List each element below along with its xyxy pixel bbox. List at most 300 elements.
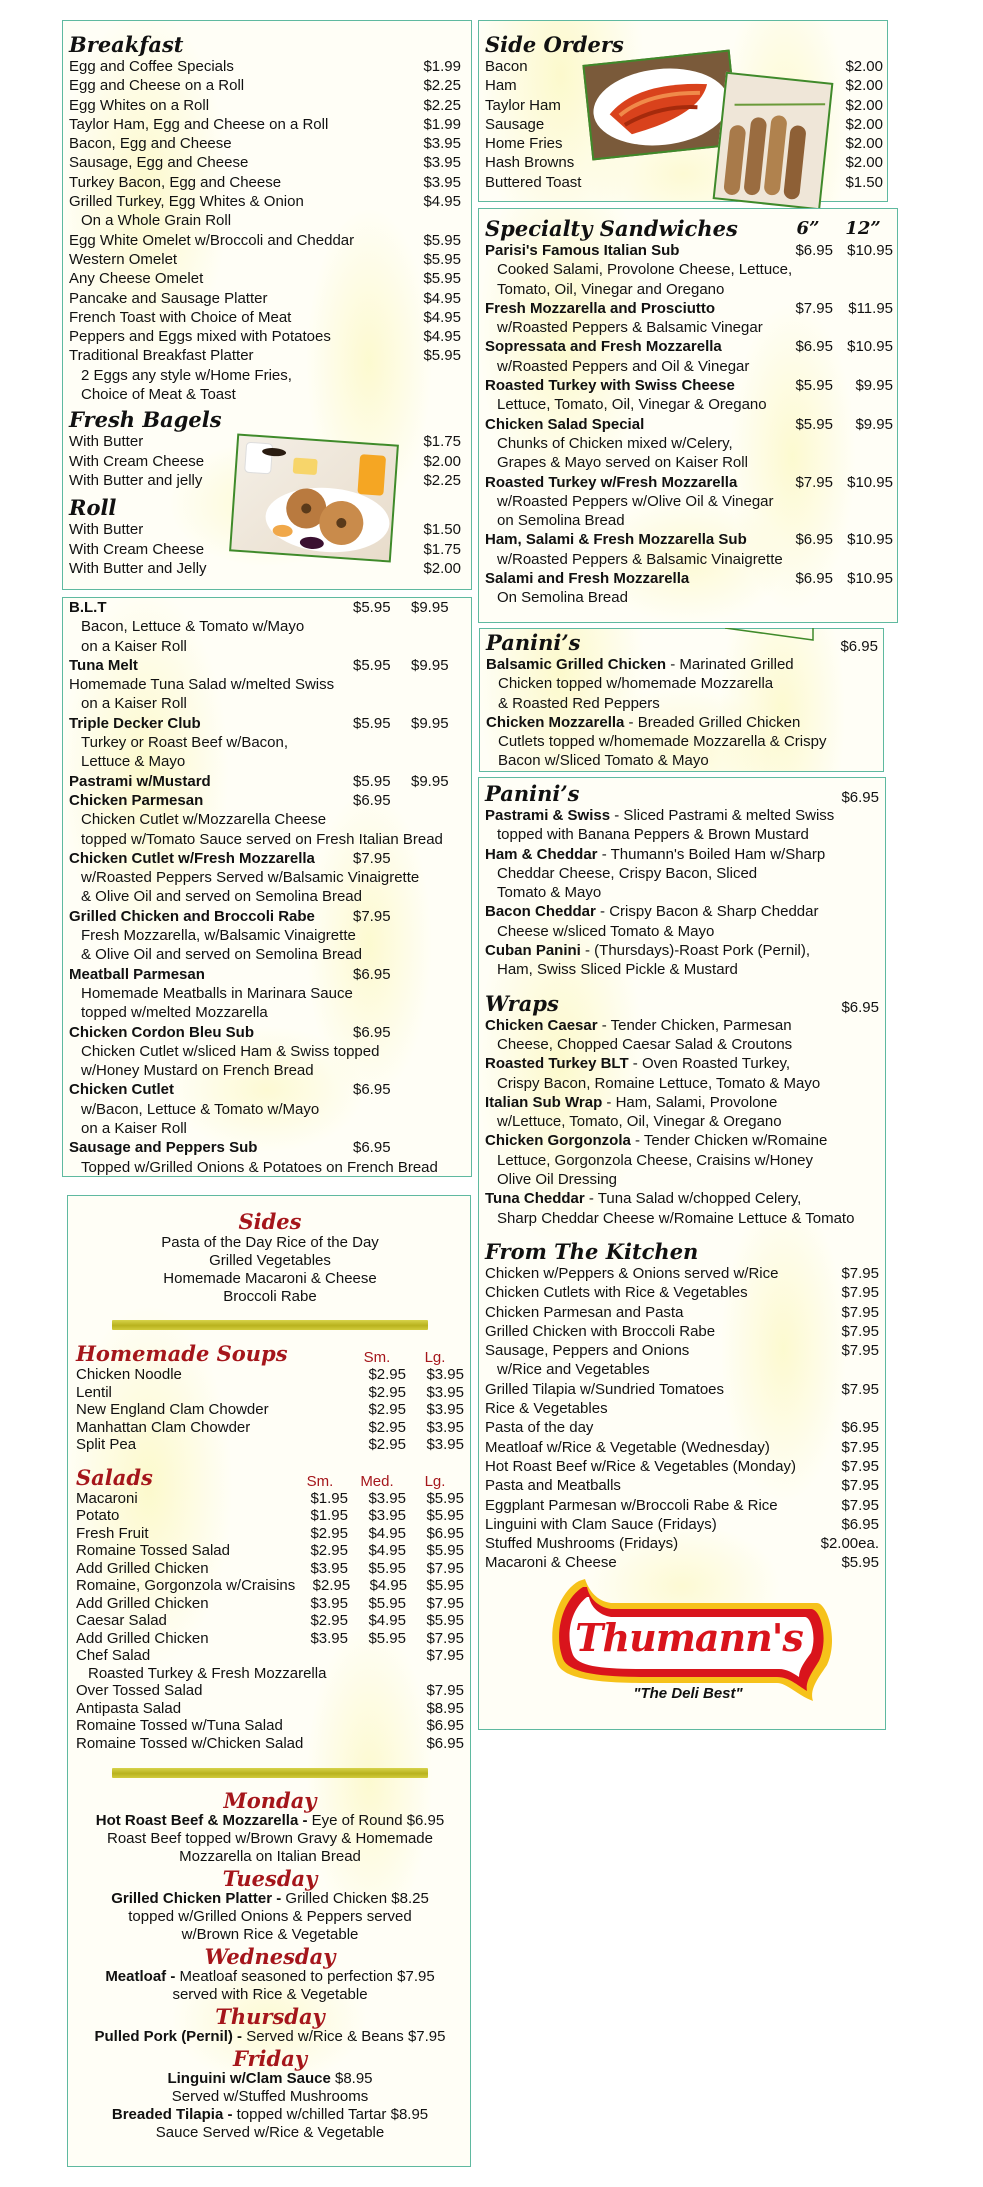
item-name: Egg and Cheese on a Roll (69, 77, 245, 95)
special-desc: Mozzarella on Italian Bread (179, 1848, 361, 1865)
item-price-12: $9.95 (855, 415, 893, 433)
item-desc: Lettuce, Tomato, Oil, Vinegar & Oregano (497, 396, 767, 414)
item-name: Egg Whites on a Roll (69, 96, 210, 114)
special-name: Meatloaf - (105, 1968, 176, 1985)
menu-item (485, 1322, 879, 1341)
special-desc: Grilled Chicken $8.25 (281, 1890, 429, 1907)
item-desc: & Olive Oil and served on Semolina Bread (81, 946, 362, 964)
day-heading: Thursday (215, 2004, 325, 2029)
menu-item (485, 337, 893, 356)
item-desc: & Roasted Red Peppers (498, 694, 660, 712)
item-desc: - Crispy Bacon & Sharp Cheddar (595, 903, 819, 921)
wraps-price: $6.95 (841, 998, 879, 1016)
item-price-med: $3.95 (368, 1507, 406, 1524)
menu-item (486, 713, 878, 732)
special-desc: Meatloaf seasoned to perfection $7.95 (175, 1968, 435, 1985)
item-price-6: $6.95 (795, 242, 833, 259)
special-name: Hot Roast Beef & Mozzarella - (95, 1812, 308, 1829)
item-desc: - (Thursdays)-Roast Pork (Pernil), (580, 942, 811, 960)
special-desc: Served w/Stuffed Mushrooms (171, 2088, 369, 2105)
daily-specials (76, 1790, 464, 2142)
menu-item (69, 1080, 469, 1099)
item-price-1: $6.95 (353, 791, 391, 809)
item-price-6: $5.95 (795, 377, 833, 395)
item-name: Grilled Chicken and Broccoli Rabe (69, 907, 315, 925)
logo-tagline: "The Deli Best" (633, 1685, 743, 1702)
sides-list (76, 1234, 464, 1306)
item-price-med: $5.95 (368, 1629, 406, 1647)
item-name: Macaroni & Cheese (485, 1554, 617, 1572)
item-name: Pastrami & Swiss (485, 807, 611, 824)
item-desc: on a Kaiser Roll (81, 695, 187, 713)
item-desc: Sharp Cheddar Cheese w/Romaine Lettuce & Tomato (497, 1209, 855, 1227)
item-price-12: $10.95 (847, 531, 893, 549)
item-name: Meatball Parmesan (69, 965, 205, 983)
bagels-photo (229, 433, 399, 562)
menu-item (69, 289, 461, 308)
item-price-lg: $5.95 (426, 1489, 464, 1507)
item-price-1: $7.95 (353, 849, 391, 867)
menu-item (69, 965, 469, 984)
item-name: With Butter (69, 521, 144, 539)
item-name: Egg White Omelet w/Broccoli and Cheddar (69, 231, 355, 249)
item-desc: w/Lettuce, Tomato, Oil, Vinegar & Oregano (497, 1113, 782, 1131)
breakfast-heading: Breakfast (69, 32, 184, 57)
day-heading: Monday (223, 1788, 317, 1813)
menu-item (76, 1577, 464, 1595)
sides-line: Grilled Vegetables (209, 1252, 331, 1269)
item-desc: w/Roasted Peppers w/Olive Oil & Vinegar (497, 492, 774, 510)
soups-col-lg: Lg. (424, 1349, 446, 1366)
menu-item (69, 598, 469, 617)
item-name: New England Clam Chowder (76, 1401, 269, 1418)
item-name: Over Tossed Salad (76, 1682, 203, 1699)
item-name: With Butter and Jelly (69, 559, 207, 577)
item-price-lg: $8.95 (426, 1699, 464, 1717)
item-name: B.L.T (69, 599, 107, 616)
item-name: Chicken Cutlet w/Fresh Mozzarella (69, 849, 315, 867)
item-price: $3.95 (423, 154, 461, 172)
menu-item (485, 1476, 879, 1495)
item-name: Romaine Tossed w/Tuna Salad (76, 1717, 283, 1734)
item-desc: Homemade Tuna Salad w/melted Swiss (69, 676, 335, 694)
col-12-inch: 12” (845, 218, 881, 239)
sausage-photo (713, 72, 834, 211)
item-name: Bacon (485, 58, 528, 75)
kitchen-heading: From The Kitchen (485, 1238, 699, 1264)
item-name: Antipasta Salad (76, 1699, 182, 1717)
special-line (76, 2028, 464, 2046)
menu-item (485, 1515, 879, 1534)
item-price-2 (411, 965, 469, 984)
menu-item (76, 1717, 464, 1735)
item-price: $7.95 (841, 1380, 879, 1398)
item-name: Sausage and Peppers Sub (69, 1139, 258, 1157)
item-desc: topped w/Tomato Sauce served on Fresh Italian Bread (81, 830, 443, 848)
menu-item (76, 1436, 464, 1454)
item-name: Chicken Parmesan (69, 791, 204, 809)
special-desc: $8.95 (330, 2070, 373, 2087)
item-price-6: $7.95 (795, 473, 833, 491)
specialty-sandwiches-panel (478, 208, 898, 623)
item-desc: - Tender Chicken, Parmesan (597, 1016, 792, 1034)
panini-panel-1 (479, 628, 884, 772)
soups-col-sm: Sm. (363, 1349, 391, 1366)
item-price-sm (292, 1682, 348, 1700)
menu-item (69, 327, 461, 346)
menu-item (485, 902, 879, 921)
item-name: Sausage (485, 115, 545, 133)
special-line (76, 2124, 464, 2142)
item-price-2 (411, 849, 469, 868)
item-name: Home Fries (485, 135, 563, 153)
sausage-icon (715, 74, 831, 208)
item-name: Add Grilled Chicken (76, 1594, 209, 1612)
menu-item (486, 655, 878, 674)
item-name: Split Pea (76, 1436, 137, 1453)
item-name: Sausage, Egg and Cheese (69, 154, 249, 172)
menu-item (485, 941, 879, 960)
item-price-1: $7.95 (353, 907, 391, 925)
item-price-2 (411, 1080, 469, 1099)
menu-item (76, 1525, 464, 1543)
item-name: Chicken Noodle (76, 1366, 182, 1383)
item-name: Chicken Cutlets with Rice & Vegetables (485, 1284, 748, 1302)
item-name: Romaine Tossed Salad (76, 1542, 230, 1559)
item-price-sm (303, 1735, 355, 1753)
menu-item (69, 559, 461, 578)
item-desc: Bacon, Lettuce & Tomato w/Mayo (81, 618, 305, 636)
sides-line: Homemade Macaroni & Cheese (163, 1270, 377, 1287)
item-price-6: $7.95 (795, 299, 833, 317)
menu-item (69, 231, 461, 250)
menu-item (485, 1054, 879, 1073)
menu-item (76, 1507, 464, 1525)
special-desc: w/Brown Rice & Vegetable (181, 1926, 359, 1943)
special-line (76, 2106, 464, 2124)
item-name: Buttered Toast (485, 173, 582, 191)
item-desc: topped w/melted Mozzarella (81, 1004, 268, 1022)
item-price: $3.95 (423, 173, 461, 191)
menu-item (69, 791, 469, 810)
menu-item (485, 1341, 879, 1360)
item-name: Pasta and Meatballs (485, 1477, 621, 1495)
item-name: Meatloaf w/Rice & Vegetable (Wednesday) (485, 1438, 770, 1456)
item-desc: Cutlets topped w/homemade Mozzarella & Crispy (498, 733, 827, 751)
menu-item (69, 250, 461, 269)
item-price: $7.95 (841, 1457, 879, 1475)
item-desc: on a Kaiser Roll (81, 1120, 187, 1138)
item-name: Romaine, Gorgonzola w/Craisins (76, 1577, 296, 1594)
item-price-6: $6.95 (795, 338, 833, 356)
item-desc: w/Rice and Vegetables (497, 1361, 650, 1379)
item-price: $7.95 (841, 1303, 879, 1321)
item-price-sm: $2.95 (368, 1383, 406, 1401)
item-price: $5.95 (841, 1554, 879, 1572)
logo-brand-text: Thumann's (575, 1615, 803, 1660)
item-desc: - Marinated Grilled (666, 656, 794, 673)
item-desc: Chicken Cutlet w/Mozzarella Cheese (81, 811, 327, 829)
menu-item (69, 57, 461, 76)
bagels-plate-icon (231, 436, 397, 561)
item-price-12: $10.95 (847, 473, 893, 491)
day-heading: Tuesday (222, 1866, 318, 1891)
specialty-list (485, 241, 893, 608)
special-line (76, 1830, 464, 1848)
panini1-list (486, 655, 878, 771)
item-desc: Tomato, Oil, Vinegar and Oregano (497, 280, 725, 298)
item-desc: - Oven Roasted Turkey, (628, 1055, 791, 1073)
special-line (76, 1848, 464, 1866)
item-name: Triple Decker Club (69, 714, 201, 732)
item-price-1: $6.95 (353, 965, 391, 983)
item-price: $2.00 (845, 154, 883, 172)
item-name: With Cream Cheese (69, 540, 205, 558)
breakfast-panel (62, 20, 472, 590)
item-name: Stuffed Mushrooms (Fridays) (485, 1535, 679, 1553)
item-desc: Rice & Vegetables (485, 1400, 608, 1418)
soups-list (76, 1366, 464, 1454)
item-price: $4.95 (423, 193, 461, 211)
item-price-med: $5.95 (368, 1594, 406, 1612)
special-desc: Eye of Round $6.95 (307, 1812, 445, 1829)
item-name: Add Grilled Chicken (76, 1559, 209, 1577)
item-name: Chicken Cutlet (69, 1081, 175, 1099)
item-name: Cuban Panini (485, 942, 581, 960)
bacon-photo (582, 50, 739, 161)
item-price-sm: $2.95 (310, 1524, 348, 1542)
item-name: Balsamic Grilled Chicken (486, 656, 667, 673)
item-name: Chicken Mozzarella (486, 713, 625, 731)
item-name: Roasted Turkey BLT (485, 1055, 629, 1073)
item-price: $7.95 (841, 1477, 879, 1495)
item-price: $2.25 (423, 77, 461, 95)
item-desc: Lettuce, Gorgonzola Cheese, Craisins w/Honey (497, 1151, 813, 1169)
item-desc: Topped w/Grilled Onions & Potatoes on French Bread (81, 1158, 438, 1176)
item-price-1: $6.95 (353, 1023, 391, 1041)
item-price-med (348, 1682, 406, 1700)
item-price: $6.95 (841, 1419, 879, 1437)
item-name: Chicken Gorgonzola (485, 1132, 631, 1150)
item-desc: - Breaded Grilled Chicken (624, 713, 801, 731)
item-price-med: $4.95 (368, 1524, 406, 1542)
item-name: Sopressata and Fresh Mozzarella (485, 338, 722, 356)
item-name: Peppers and Eggs mixed with Potatoes (69, 328, 331, 346)
item-desc: w/Bacon, Lettuce & Tomato w/Mayo (81, 1100, 320, 1118)
menu-item (485, 241, 893, 260)
menu-item (69, 1023, 469, 1042)
item-name: Roasted Turkey w/Fresh Mozzarella (485, 473, 738, 491)
special-desc: topped w/chilled Tartar $8.95 (232, 2106, 429, 2123)
item-price: $1.50 (423, 521, 461, 539)
menu-item (485, 1189, 879, 1208)
item-price-med: $4.95 (368, 1612, 406, 1629)
item-price-lg: $3.95 (426, 1383, 464, 1401)
item-desc: w/Honey Mustard on French Bread (81, 1062, 314, 1080)
item-desc: - Tuna Salad w/chopped Celery, (584, 1190, 802, 1208)
item-name: Turkey Bacon, Egg and Cheese (69, 173, 282, 191)
item-name: Lentil (76, 1383, 112, 1401)
item-price-1: $5.95 (353, 772, 391, 790)
menu-item (69, 269, 461, 288)
item-price: $4.95 (423, 308, 461, 326)
item-price: $2.00 (845, 115, 883, 133)
item-price-lg: $3.95 (426, 1401, 464, 1418)
item-price-lg: $5.95 (426, 1507, 464, 1524)
item-price-sm: $1.95 (310, 1489, 348, 1507)
item-price-lg: $6.95 (426, 1717, 464, 1734)
item-price-sm: $2.95 (310, 1542, 348, 1559)
item-desc: Grapes & Mayo served on Kaiser Roll (497, 454, 748, 472)
item-price-1: $5.95 (353, 656, 391, 674)
menu-item (485, 1457, 879, 1476)
special-name: Pulled Pork (Pernil) - (94, 2028, 243, 2045)
item-name: Fresh Mozzarella and Prosciutto (485, 299, 716, 317)
item-desc: Bacon w/Sliced Tomato & Mayo (498, 752, 709, 770)
menu-item (76, 1401, 464, 1419)
item-price: $2.25 (423, 471, 461, 489)
item-name: Fresh Fruit (76, 1524, 149, 1542)
item-price-lg: $7.95 (426, 1647, 464, 1664)
item-name: Egg and Coffee Specials (69, 58, 234, 75)
item-price-2: $9.95 (411, 772, 449, 790)
item-price-lg: $3.95 (426, 1436, 464, 1453)
special-desc: served with Rice & Vegetable (172, 1986, 368, 2003)
bacon-plate-icon (585, 52, 738, 159)
special-line (76, 2070, 464, 2088)
wraps-heading: Wraps (485, 990, 559, 1016)
item-price: $2.00 (423, 559, 461, 577)
menu-item (485, 530, 893, 549)
item-price-sm: $2.95 (368, 1436, 406, 1453)
item-price-med: $4.95 (368, 1542, 406, 1559)
menu-item (485, 1283, 879, 1302)
item-price-med: $3.95 (368, 1489, 406, 1507)
menu-item (76, 1595, 464, 1613)
side-orders-panel (478, 20, 888, 202)
special-line (76, 1908, 464, 1926)
item-price-2 (411, 791, 469, 810)
item-name: Macaroni (76, 1489, 138, 1507)
item-desc: w/Roasted Peppers and Oil & Vinegar (497, 357, 750, 375)
item-price-lg: $5.95 (426, 1577, 465, 1594)
roll-heading: Roll (69, 495, 117, 521)
item-price-6: $6.95 (795, 570, 833, 588)
menu-item (485, 1438, 879, 1457)
item-price: $1.75 (423, 540, 461, 558)
item-name: Ham (485, 77, 517, 95)
item-name: Grilled Tilapia w/Sundried Tomatoes (485, 1380, 725, 1398)
item-desc: Cheese, Chopped Caesar Salad & Croutons (497, 1035, 793, 1053)
item-price: $4.95 (423, 328, 461, 346)
item-price-sm: $3.95 (310, 1559, 348, 1577)
item-desc: Lettuce & Mayo (81, 753, 186, 771)
item-price-sm: $2.95 (310, 1612, 348, 1629)
item-price-lg: $5.95 (426, 1542, 464, 1559)
item-desc: Choice of Meat & Toast (81, 386, 236, 404)
menu-item (485, 1380, 879, 1399)
item-desc: & Olive Oil and served on Semolina Bread (81, 888, 362, 906)
panini-price: $6.95 (840, 638, 878, 655)
item-price-6: $5.95 (795, 415, 833, 433)
item-price-6: $6.95 (795, 531, 833, 549)
day-heading: Friday (232, 2046, 308, 2071)
special-line (76, 1812, 464, 1830)
item-name: Western Omelet (69, 250, 178, 268)
item-price: $7.95 (841, 1342, 879, 1360)
kitchen-list (485, 1264, 879, 1573)
item-desc: Tomato & Mayo (497, 884, 602, 902)
item-desc: topped with Banana Peppers & Brown Mustard (497, 826, 809, 844)
sandwiches-panel (62, 597, 472, 1177)
menu-item (76, 1700, 464, 1718)
menu-item (69, 115, 461, 134)
item-price: $2.00 (423, 452, 461, 470)
menu-item (76, 1630, 464, 1648)
special-desc: Sauce Served w/Rice & Vegetable (155, 2124, 385, 2141)
item-name: Italian Sub Wrap (485, 1093, 603, 1111)
special-desc: Served w/Rice & Beans $7.95 (242, 2028, 446, 2045)
item-name: Sausage, Peppers and Onions (485, 1342, 690, 1360)
item-name: Ham, Salami & Fresh Mozzarella Sub (485, 531, 747, 549)
menu-item (485, 1418, 879, 1437)
item-name: Manhattan Clam Chowder (76, 1418, 251, 1436)
item-price: $1.50 (845, 173, 883, 191)
item-desc: Roasted Turkey & Fresh Mozzarella (88, 1664, 327, 1682)
item-price-1: $5.95 (353, 599, 391, 616)
panini-heading: Panini’s (485, 781, 580, 806)
item-name: Romaine Tossed w/Chicken Salad (76, 1734, 304, 1752)
menu-item (76, 1612, 464, 1630)
item-price: $1.75 (423, 433, 461, 451)
item-desc: - Ham, Salami, Provolone (602, 1093, 778, 1111)
item-price-2: $9.95 (411, 714, 449, 732)
item-desc: Cheddar Cheese, Crispy Bacon, Sliced (497, 864, 758, 882)
special-line (76, 1986, 464, 2004)
menu-item (69, 346, 461, 365)
item-price-1: $6.95 (353, 1139, 391, 1157)
item-price-sm (292, 1700, 348, 1718)
menu-item (485, 376, 893, 395)
item-desc: Fresh Mozzarella, w/Balsamic Vinaigrette (81, 927, 356, 945)
item-name: Grilled Chicken with Broccoli Rabe (485, 1322, 716, 1340)
item-name: Bacon, Egg and Cheese (69, 135, 232, 153)
menu-item (69, 134, 461, 153)
menu-item (485, 1131, 879, 1150)
menu-item (485, 1534, 879, 1553)
item-name: Pastrami w/Mustard (69, 772, 211, 790)
item-price-1: $5.95 (353, 714, 391, 732)
panini-wraps-kitchen-panel (478, 777, 886, 1730)
item-name: Chicken Caesar (485, 1016, 598, 1034)
item-price: $7.95 (841, 1284, 879, 1302)
menu-item (69, 173, 461, 192)
panini2-list (485, 806, 879, 980)
item-price-sm: $3.95 (310, 1629, 348, 1647)
item-name: Chef Salad (76, 1647, 151, 1664)
sandwich-list (69, 598, 469, 1177)
menu-item (69, 714, 469, 733)
item-name: Taylor Ham (485, 96, 561, 114)
item-price: $2.25 (423, 96, 461, 114)
wraps-list (485, 1016, 879, 1228)
item-price: $5.95 (423, 231, 461, 249)
item-price-sm: $2.95 (312, 1577, 351, 1594)
menu-item (76, 1384, 464, 1402)
menu-item (69, 849, 469, 868)
item-price-2 (411, 907, 469, 926)
day-heading: Wednesday (204, 1944, 336, 1969)
